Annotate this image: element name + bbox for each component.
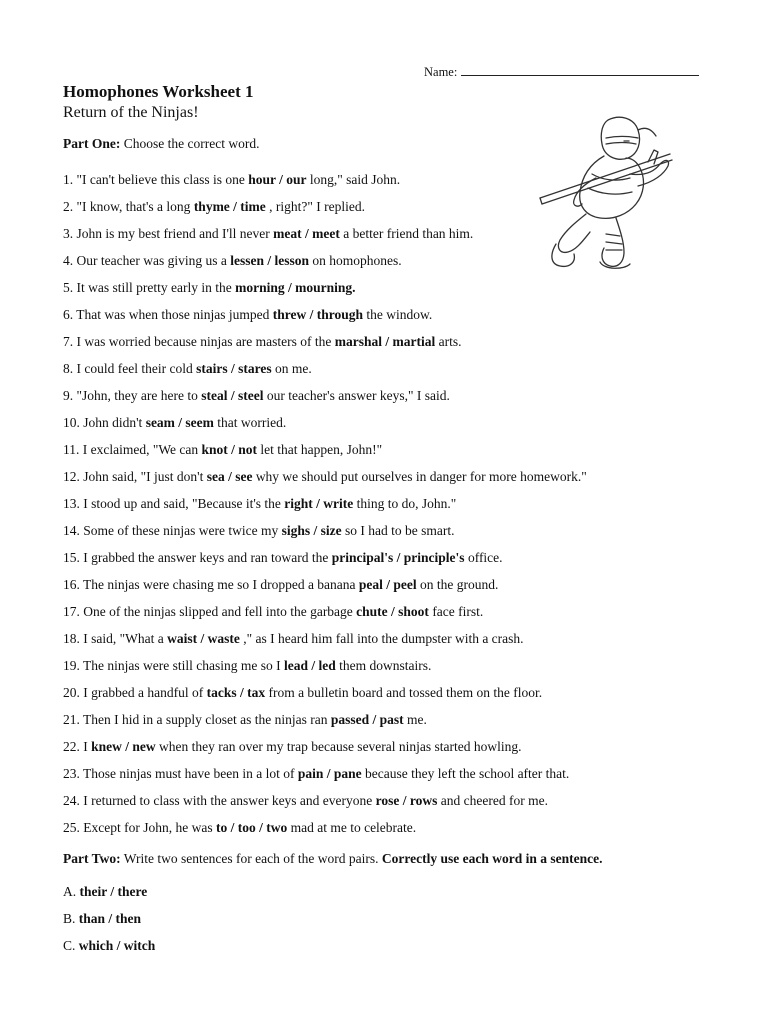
question-item xyxy=(63,332,587,359)
question-text-end: when they ran over my trap because several ninjas started howling. xyxy=(155,739,522,754)
question-list xyxy=(63,170,587,845)
name-label: Name: xyxy=(424,65,458,79)
worksheet-subtitle: Return of the Ninjas! xyxy=(63,104,199,121)
question-text: 23. Those ninjas must have been in a lot of xyxy=(63,766,298,781)
question-item xyxy=(63,791,587,818)
word-choice[interactable]: stairs / stares xyxy=(196,361,272,376)
question-text: 9. "John, they are here to xyxy=(63,388,202,403)
question-item xyxy=(63,278,587,305)
question-text-end: because they left the school after that. xyxy=(361,766,570,781)
part-two-emphasis: Correctly use each word in a sentence. xyxy=(381,851,603,866)
question-text: 13. I stood up and said, "Because it's the xyxy=(63,496,285,511)
word-choice[interactable]: seam / seem xyxy=(145,415,214,430)
word-choice[interactable]: lead / led xyxy=(283,658,336,673)
word-pair: which / witch xyxy=(78,938,156,953)
question-text-end: and cheered for me. xyxy=(437,793,548,808)
word-choice[interactable]: peal / peel xyxy=(358,577,417,592)
question-text: 5. It was still pretty early in the xyxy=(63,280,236,295)
question-text: 16. The ninjas were chasing me so I dropped a banana xyxy=(63,577,359,592)
question-text-end: on me. xyxy=(271,361,312,376)
part-one-label: Part One: xyxy=(63,136,121,151)
word-choice[interactable]: thyme / time xyxy=(193,199,266,214)
question-text: 22. I xyxy=(63,739,92,754)
part-two-instruction: Write two sentences for each of the word pairs. xyxy=(120,851,382,866)
question-text: 10. John didn't xyxy=(63,415,146,430)
question-text-end: on the ground. xyxy=(416,577,499,592)
word-pair: than / then xyxy=(78,911,142,926)
question-text: 18. I said, "What a xyxy=(63,631,168,646)
question-text: 8. I could feel their cold xyxy=(63,361,197,376)
question-item xyxy=(63,467,587,494)
word-pair-list xyxy=(63,882,155,963)
question-item xyxy=(63,764,587,791)
word-choice[interactable]: passed / past xyxy=(330,712,404,727)
question-text-end: let that happen, John!" xyxy=(257,442,383,457)
word-pair-letter: B. xyxy=(63,911,79,926)
word-choice[interactable]: waist / waste xyxy=(167,631,240,646)
word-pair: their / there xyxy=(79,884,148,899)
question-text: 2. "I know, that's a long xyxy=(63,199,194,214)
worksheet-title: Homophones Worksheet 1 xyxy=(63,82,254,101)
question-text: 6. That was when those ninjas jumped xyxy=(63,307,273,322)
word-pair-letter: C. xyxy=(63,938,79,953)
part-two-label: Part Two: xyxy=(63,851,121,866)
name-blank-line[interactable] xyxy=(461,64,699,76)
question-item xyxy=(63,737,587,764)
question-text-end: that worried. xyxy=(213,415,287,430)
word-pair-item xyxy=(63,909,155,936)
question-text-end: thing to do, John." xyxy=(353,496,457,511)
question-text-end: , right?" I replied. xyxy=(265,199,366,214)
name-field[interactable] xyxy=(424,64,699,80)
question-item xyxy=(63,656,587,683)
word-choice[interactable]: principal's / principle's xyxy=(331,550,465,565)
word-choice[interactable]: steal / steel xyxy=(201,388,264,403)
question-item xyxy=(63,305,587,332)
word-pair-item xyxy=(63,882,155,909)
question-text: 25. Except for John, he was xyxy=(63,820,216,835)
question-text: 21. Then I hid in a supply closet as the ninjas ran xyxy=(63,712,331,727)
word-pair-letter: A. xyxy=(63,884,80,899)
question-item xyxy=(63,359,587,386)
question-item xyxy=(63,170,587,197)
part-one-heading xyxy=(63,136,259,152)
question-text: 17. One of the ninjas slipped and fell into the garbage xyxy=(63,604,357,619)
question-text: 11. I exclaimed, "We can xyxy=(63,442,202,457)
word-choice[interactable]: right / write xyxy=(284,496,354,511)
question-text-end: the window. xyxy=(362,307,433,322)
question-text-end: ," as I heard him fall into the dumpster with a crash. xyxy=(239,631,524,646)
word-choice[interactable]: hour / our xyxy=(248,172,307,187)
question-item xyxy=(63,224,587,251)
question-item xyxy=(63,251,587,278)
word-choice[interactable]: knot / not xyxy=(201,442,258,457)
question-text-end: so I had to be smart. xyxy=(341,523,455,538)
question-text: 1. "I can't believe this class is one xyxy=(63,172,249,187)
question-text-end: arts. xyxy=(435,334,462,349)
question-item xyxy=(63,818,587,845)
question-item xyxy=(63,440,587,467)
word-choice[interactable]: morning / mourning. xyxy=(235,280,356,295)
question-text-end: them downstairs. xyxy=(335,658,432,673)
question-text-end: mad at me to celebrate. xyxy=(287,820,417,835)
question-text-end: on homophones. xyxy=(308,253,402,268)
question-item xyxy=(63,386,587,413)
question-text: 19. The ninjas were still chasing me so I xyxy=(63,658,284,673)
word-choice[interactable]: tacks / tax xyxy=(206,685,266,700)
question-item xyxy=(63,521,587,548)
question-item xyxy=(63,710,587,737)
part-two-heading xyxy=(63,851,602,867)
question-text-end: face first. xyxy=(428,604,484,619)
question-text-end: long," said John. xyxy=(306,172,401,187)
question-text: 4. Our teacher was giving us a xyxy=(63,253,231,268)
word-choice[interactable]: to / too / two xyxy=(215,820,288,835)
part-one-instruction: Choose the correct word. xyxy=(120,136,260,151)
question-item xyxy=(63,683,587,710)
question-text-end: me. xyxy=(403,712,427,727)
question-text: 7. I was worried because ninjas are masters of the xyxy=(63,334,335,349)
word-choice[interactable]: chute / shoot xyxy=(356,604,429,619)
question-text-end: from a bulletin board and tossed them on the floor. xyxy=(265,685,543,700)
word-choice[interactable]: pain / pane xyxy=(297,766,362,781)
question-item xyxy=(63,548,587,575)
question-item xyxy=(63,629,587,656)
question-text-end: why we should put ourselves in danger for more homework." xyxy=(252,469,587,484)
question-item xyxy=(63,413,587,440)
question-item xyxy=(63,197,587,224)
question-item xyxy=(63,602,587,629)
word-choice[interactable]: threw / through xyxy=(272,307,363,322)
question-text-end: our teacher's answer keys," I said. xyxy=(263,388,450,403)
word-choice[interactable]: sighs / size xyxy=(281,523,342,538)
question-text: 15. I grabbed the answer keys and ran toward the xyxy=(63,550,332,565)
word-choice[interactable]: rose / rows xyxy=(375,793,438,808)
question-text: 12. John said, "I just don't xyxy=(63,469,207,484)
question-item xyxy=(63,575,587,602)
question-text: 14. Some of these ninjas were twice my xyxy=(63,523,282,538)
question-text-end: office. xyxy=(464,550,503,565)
word-choice[interactable]: marshal / martial xyxy=(334,334,436,349)
question-text: 24. I returned to class with the answer keys and everyone xyxy=(63,793,376,808)
word-choice[interactable]: lessen / lesson xyxy=(230,253,309,268)
word-choice[interactable]: sea / see xyxy=(206,469,253,484)
question-item xyxy=(63,494,587,521)
word-pair-item xyxy=(63,936,155,963)
question-text-end: a better friend than him. xyxy=(339,226,474,241)
question-text: 20. I grabbed a handful of xyxy=(63,685,207,700)
word-choice[interactable]: knew / new xyxy=(91,739,156,754)
word-choice[interactable]: meat / meet xyxy=(273,226,340,241)
question-text: 3. John is my best friend and I'll never xyxy=(63,226,274,241)
